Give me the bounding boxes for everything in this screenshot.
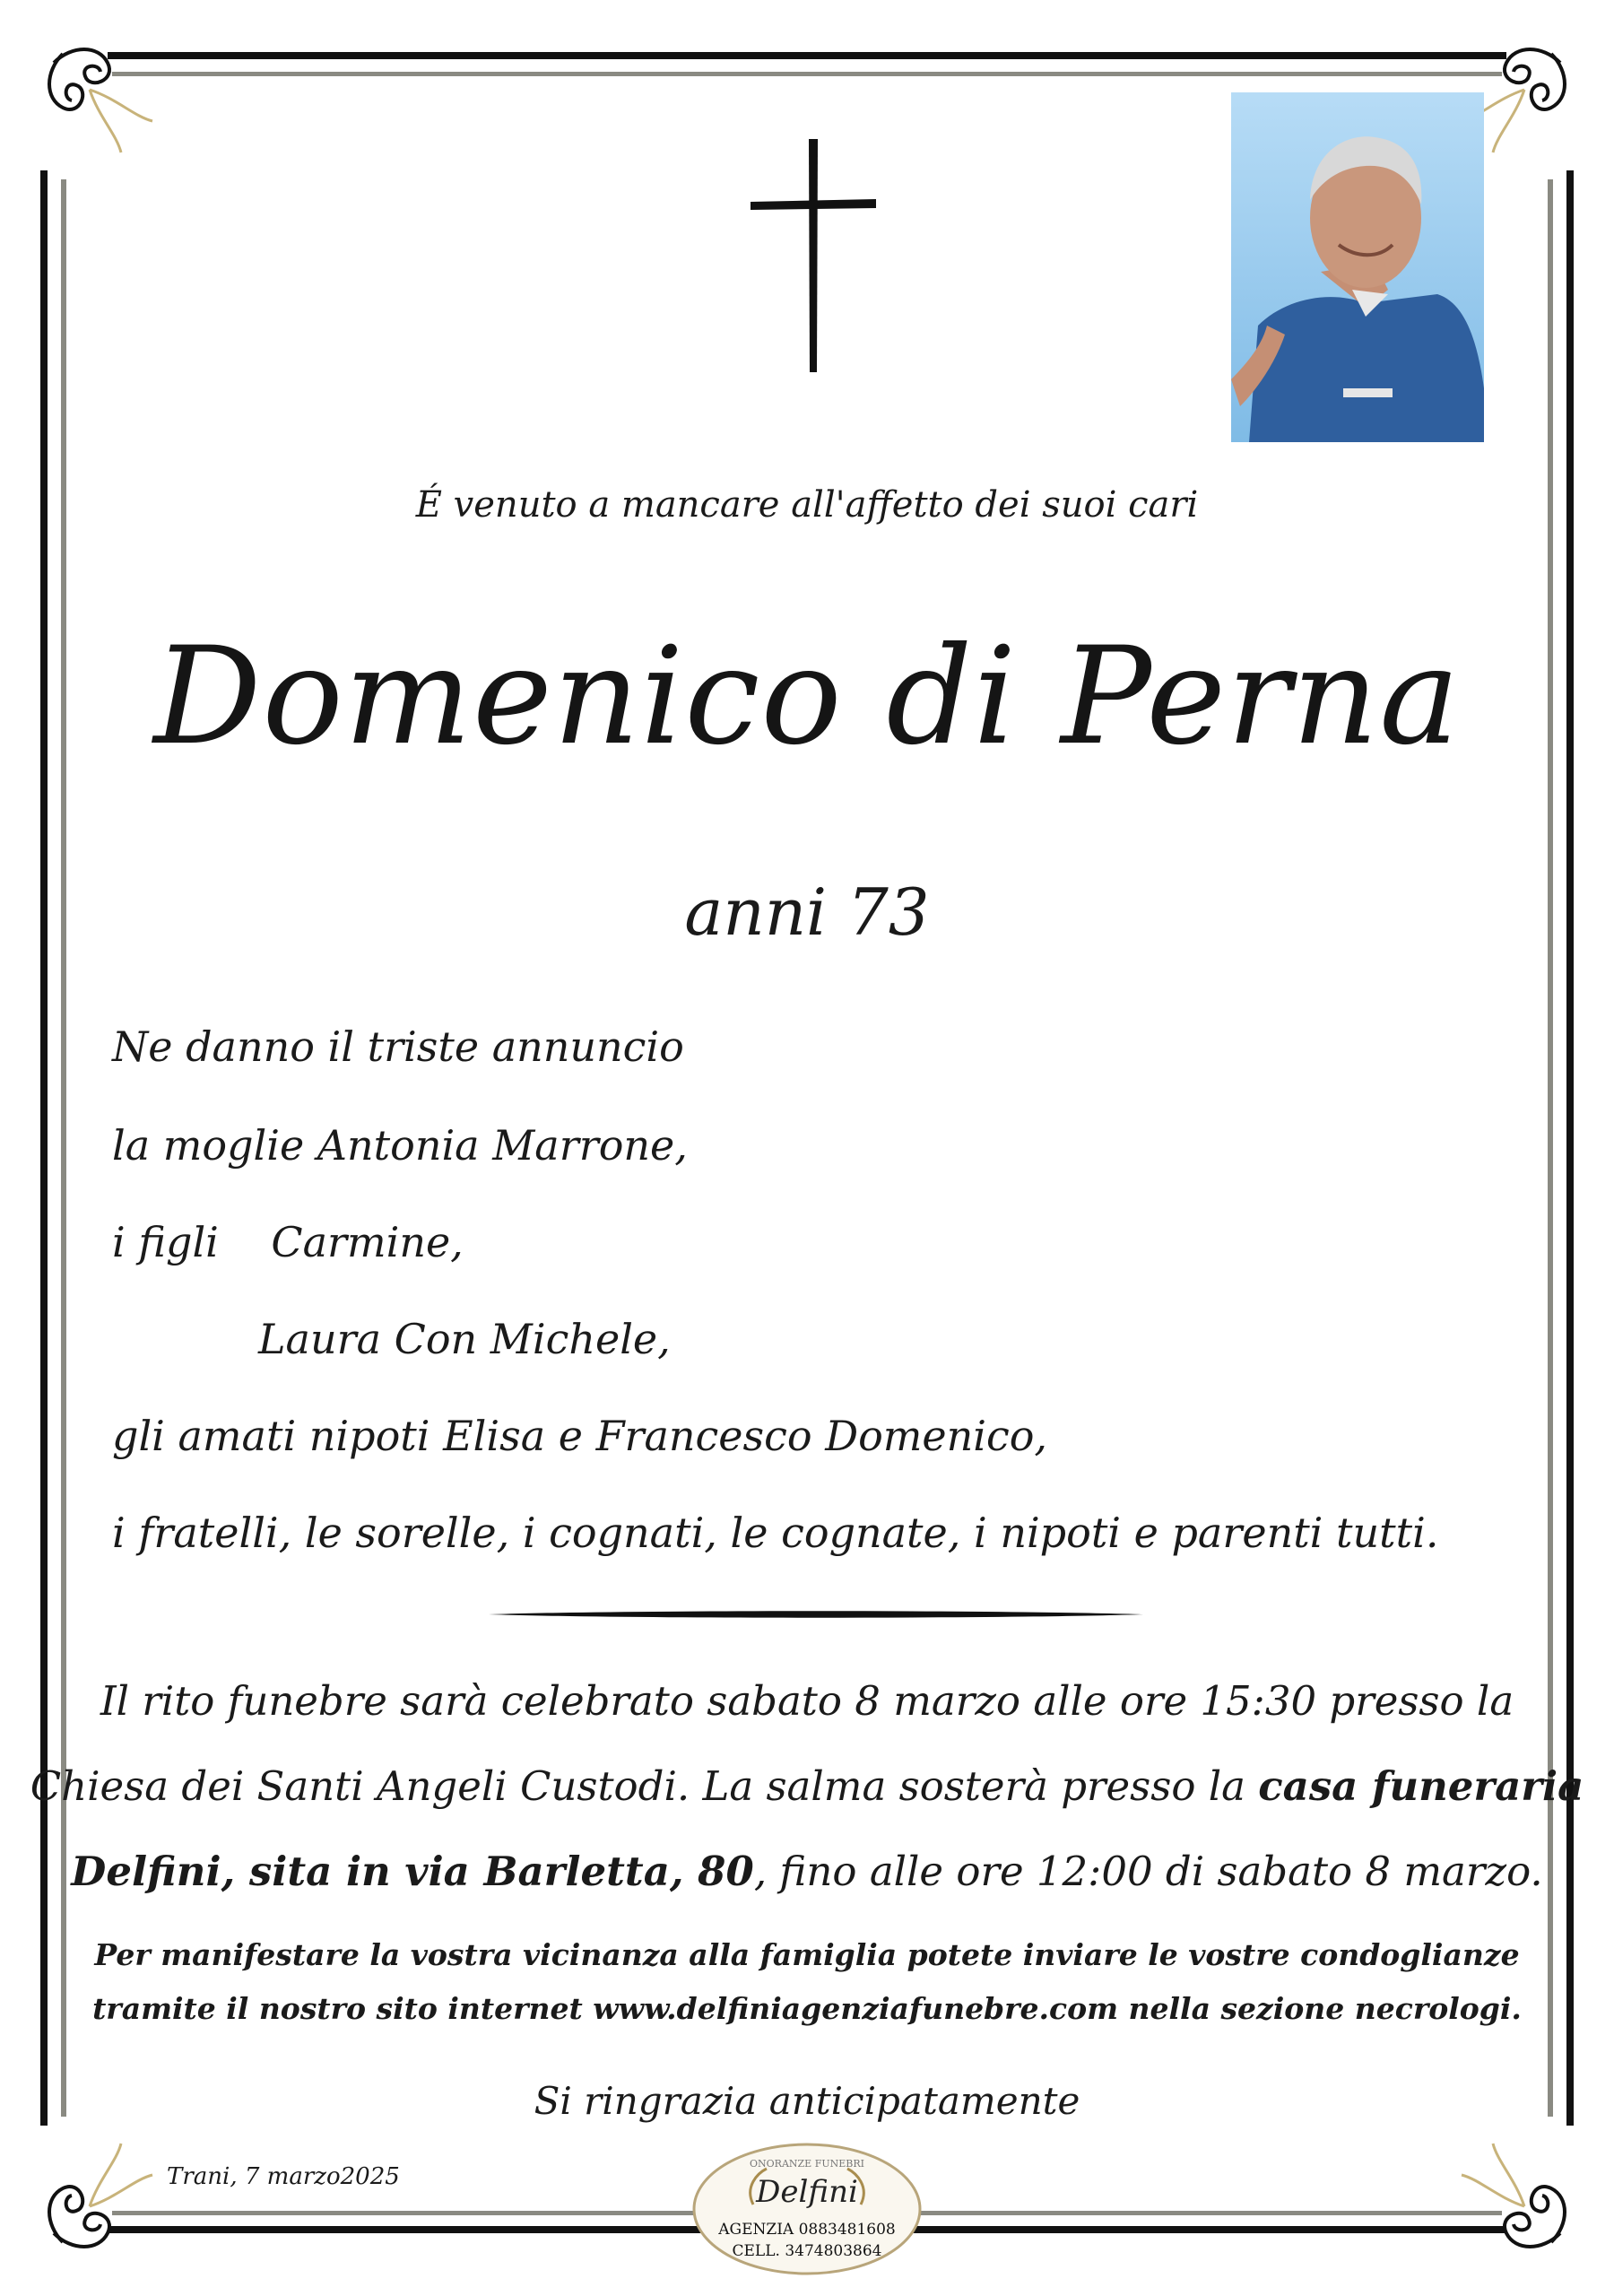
logo-agency-phone: AGENZIA 0883481608 bbox=[718, 2221, 896, 2239]
corner-ornament-top-left bbox=[36, 36, 170, 170]
rite-line: Il rito funebre sarà celebrato sabato 8 marzo alle ore 15:30 presso la bbox=[100, 1677, 1514, 1725]
cross-icon bbox=[746, 135, 881, 377]
deceased-name: Domenico di Perna bbox=[153, 619, 1461, 775]
rite-line: Chiesa dei Santi Angeli Custodi. La salma sosterà presso la casa funeraria bbox=[30, 1762, 1584, 1810]
corner-ornament-bottom-right bbox=[1444, 2126, 1578, 2260]
family-line: Ne danno il triste annuncio bbox=[112, 1022, 684, 1071]
logo-brand: Delfini bbox=[756, 2174, 858, 2210]
family-line: i figli Carmine, bbox=[112, 1218, 464, 1266]
condolence-note: tramite il nostro sito internet www.delfiniagenziafunebre.com nella sezione necrologi. bbox=[92, 1991, 1522, 2026]
family-line: la moglie Antonia Marrone, bbox=[112, 1121, 688, 1170]
agency-logo bbox=[690, 2142, 924, 2276]
place-date: Trani, 7 marzo2025 bbox=[167, 2163, 400, 2190]
thanks-line: Si ringrazia anticipatamente bbox=[534, 2079, 1080, 2123]
family-line: Laura Con Michele, bbox=[258, 1315, 671, 1363]
divider bbox=[489, 1608, 1143, 1621]
rite-emphasis: Delfini, sita in via Barletta, 80 bbox=[71, 1848, 754, 1895]
intro-line: É venuto a mancare all'affetto dei suoi cari bbox=[415, 484, 1199, 526]
family-line: gli amati nipoti Elisa e Francesco Domenico, bbox=[112, 1412, 1048, 1460]
rite-line: Delfini, sita in via Barletta, 80, fino alle ore 12:00 di sabato 8 marzo. bbox=[71, 1848, 1543, 1895]
logo-top-text: ONORANZE FUNEBRI bbox=[750, 2158, 864, 2170]
portrait-photo bbox=[1231, 92, 1484, 442]
deceased-age: anni 73 bbox=[684, 874, 930, 950]
rite-emphasis: casa funeraria bbox=[1258, 1762, 1584, 1810]
corner-ornament-bottom-left bbox=[36, 2126, 170, 2260]
logo-cell-phone: CELL. 3474803864 bbox=[732, 2242, 882, 2260]
condolence-note: Per manifestare la vostra vicinanza alla famiglia potete inviare le vostre condoglianze bbox=[94, 1937, 1520, 1972]
family-line: i fratelli, le sorelle, i cognati, le cognate, i nipoti e parenti tutti. bbox=[112, 1509, 1439, 1557]
